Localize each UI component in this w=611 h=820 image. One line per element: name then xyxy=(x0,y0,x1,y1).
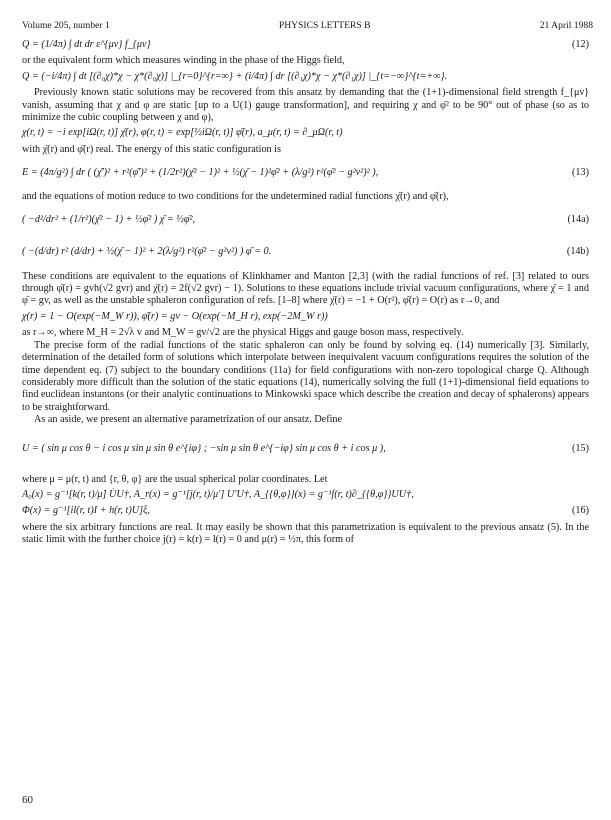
equation-number: (13) xyxy=(572,167,589,179)
journal-volume: Volume 205, number 1 xyxy=(22,20,110,31)
equation xyxy=(22,311,589,323)
paragraph: The precise form of the radial functions of the static sphaleron can only be found by solving eq. (14) numerically [3]. Similarly, determination of the detailed form of solutions which interpolate between inequivalent vacuum configurations requires the solution of the time dependent eq. (7) subject to the boundary conditions (11a) for field configurations with non-zero topological charge Q. Although considerably more difficult than the solution of the static equations (14), numerically solving the full (1+1)-dimensional field equations to find euclidean instantons (or their analytic continuations to Minkowski space which describe the creation and decay of sphalerons) appears to be straightforward. xyxy=(22,339,589,413)
equation xyxy=(22,505,589,517)
paragraph: and the equations of motion reduce to two conditions for the undetermined radial functions χ̄(r) and φ̄(r), xyxy=(22,191,449,203)
paragraph: as r→∞, where M_H = 2√λ v and M_W = gv/√2 are the physical Higgs and gauge boson mass, respectively. xyxy=(22,327,464,339)
equation-text: A₀(x) = g⁻¹[k(r, t)/μ̇] U̇U†, A_r(x) = g⁻¹[j(r, t)/μ′] U′U†, A_{{θ,φ}}(x) = g⁻¹f(r, t)∂_{{θ,φ}}UU†, xyxy=(22,488,414,500)
issue-date: 21 April 1988 xyxy=(539,20,593,31)
paragraph: or the equivalent form which measures winding in the phase of the Higgs field, xyxy=(22,55,345,67)
equation-text: Φ(x) = g⁻¹[il(r, t)I + h(r, t)U]ξ, xyxy=(22,505,150,517)
equation-text: χ(r) = 1 − O(exp(−M_W r)), φ̄(r) = gv − O(exp(−M_H r), exp(−2M_W r)) xyxy=(22,310,328,322)
paragraph: with χ̄(r) and φ̄(r) real. The energy of this static configuration is xyxy=(22,143,281,155)
equation-text: U = ( sin μ cos θ − i cos μ sin μ sin θ e^{iφ} ; −sin μ sin θ e^{−iφ} sin μ cos θ + i cos μ ), xyxy=(22,443,386,455)
equation xyxy=(22,430,589,470)
paragraph: These conditions are equivalent to the equations of Klinkhamer and Manton [2,3] (with the radial functions of ref. [3] related to ours through φ̄(r) = gvh(√2 gvr) and χ̄(r) = 2f(√2 gvr) − 1). Solutions to these equations include trivial vacuum configurations, where χ̄ = 1 and φ̄ = gv, as well as the unstable sphaleron configuration of refs. [1–8] where χ̄(r) = −1 + O(r²), φ̄(r) = O(r) as r→0, and xyxy=(22,270,589,307)
equation-number: (12) xyxy=(572,39,589,50)
paragraph: where μ = μ(r, t) and {r, θ, φ} are the usual spherical polar coordinates. Let xyxy=(22,473,328,485)
running-header xyxy=(22,20,593,34)
equation-number: (16) xyxy=(572,505,589,517)
equation xyxy=(22,159,589,187)
article-body xyxy=(22,36,589,547)
equation xyxy=(22,207,589,235)
equation-number: (14a) xyxy=(567,214,589,226)
equation-text: ( −(d/dr) r² (d/dr) + ½(χ̄ − 1)² + 2(λ/g²) r²(φ̄² − g²v²) ) φ̄ = 0. xyxy=(22,246,272,258)
equation-text: Q = (−i/4π) ∫ dt [(∂₀χ)*χ − χ*(∂₀χ)] |_{r=0}^{r=∞} + (i/4π) ∫ dr [(∂₁χ)*χ − χ*(∂₁χ)] |_{t=−∞}^{t=+∞}. xyxy=(22,70,448,82)
equation xyxy=(22,239,589,267)
equation xyxy=(22,39,589,51)
paragraph: Previously known static solutions may be recovered from this ansatz by demanding that the (1+1)-dimensional field strength f_{μν} vanish, assuming that χ and φ are static [up to a U(1) gauge transformation], and requiring χ and φ̄² to be 90° out of phase (so as to minimize the cubic coupling between χ and φ), xyxy=(22,87,589,124)
page-number: 60 xyxy=(22,794,33,806)
equation-number: (14b) xyxy=(566,246,589,258)
equation-text: E = (4π/g²) ∫ dr ( (χ̄′)² + r²(φ̄′)² + (1/2r²)(χ̄² − 1)² + ½(χ̄ − 1)²φ̄² + (λ/g²) r²(φ̄² − g²v²)² ), xyxy=(22,167,379,179)
equation xyxy=(22,71,589,83)
equation-number: (15) xyxy=(572,443,589,455)
equation xyxy=(22,127,589,139)
journal-title: PHYSICS LETTERS B xyxy=(278,20,371,31)
paragraph: As an aside, we present an alternative parametrization of our ansatz. Define xyxy=(34,414,343,426)
equation xyxy=(22,489,589,501)
equation-text: Q = (1/4π) ∫ dt dr ε^{μν} f_{μν} xyxy=(22,39,151,50)
equation-text: ( −d²/dr² + (1/r²)(χ̄² − 1) + ½φ̄² ) χ̄ = ½φ̄², xyxy=(22,214,196,226)
paragraph: where the six arbitrary functions are real. It may easily be shown that this parametrization is equivalent to the previous ansatz (5). In the static limit with the further choice j(r) = k(r) = l(r) = 0 and μ(r) = ½π, this form of xyxy=(22,521,589,546)
equation-text: χ(r, t) = −i exp[iΩ(r, t)] χ̄(r), φ(r, t) = exp[½iΩ(r, t)] φ̄(r), a_μ(r, t) = ∂_μΩ(r, t) xyxy=(22,127,343,139)
